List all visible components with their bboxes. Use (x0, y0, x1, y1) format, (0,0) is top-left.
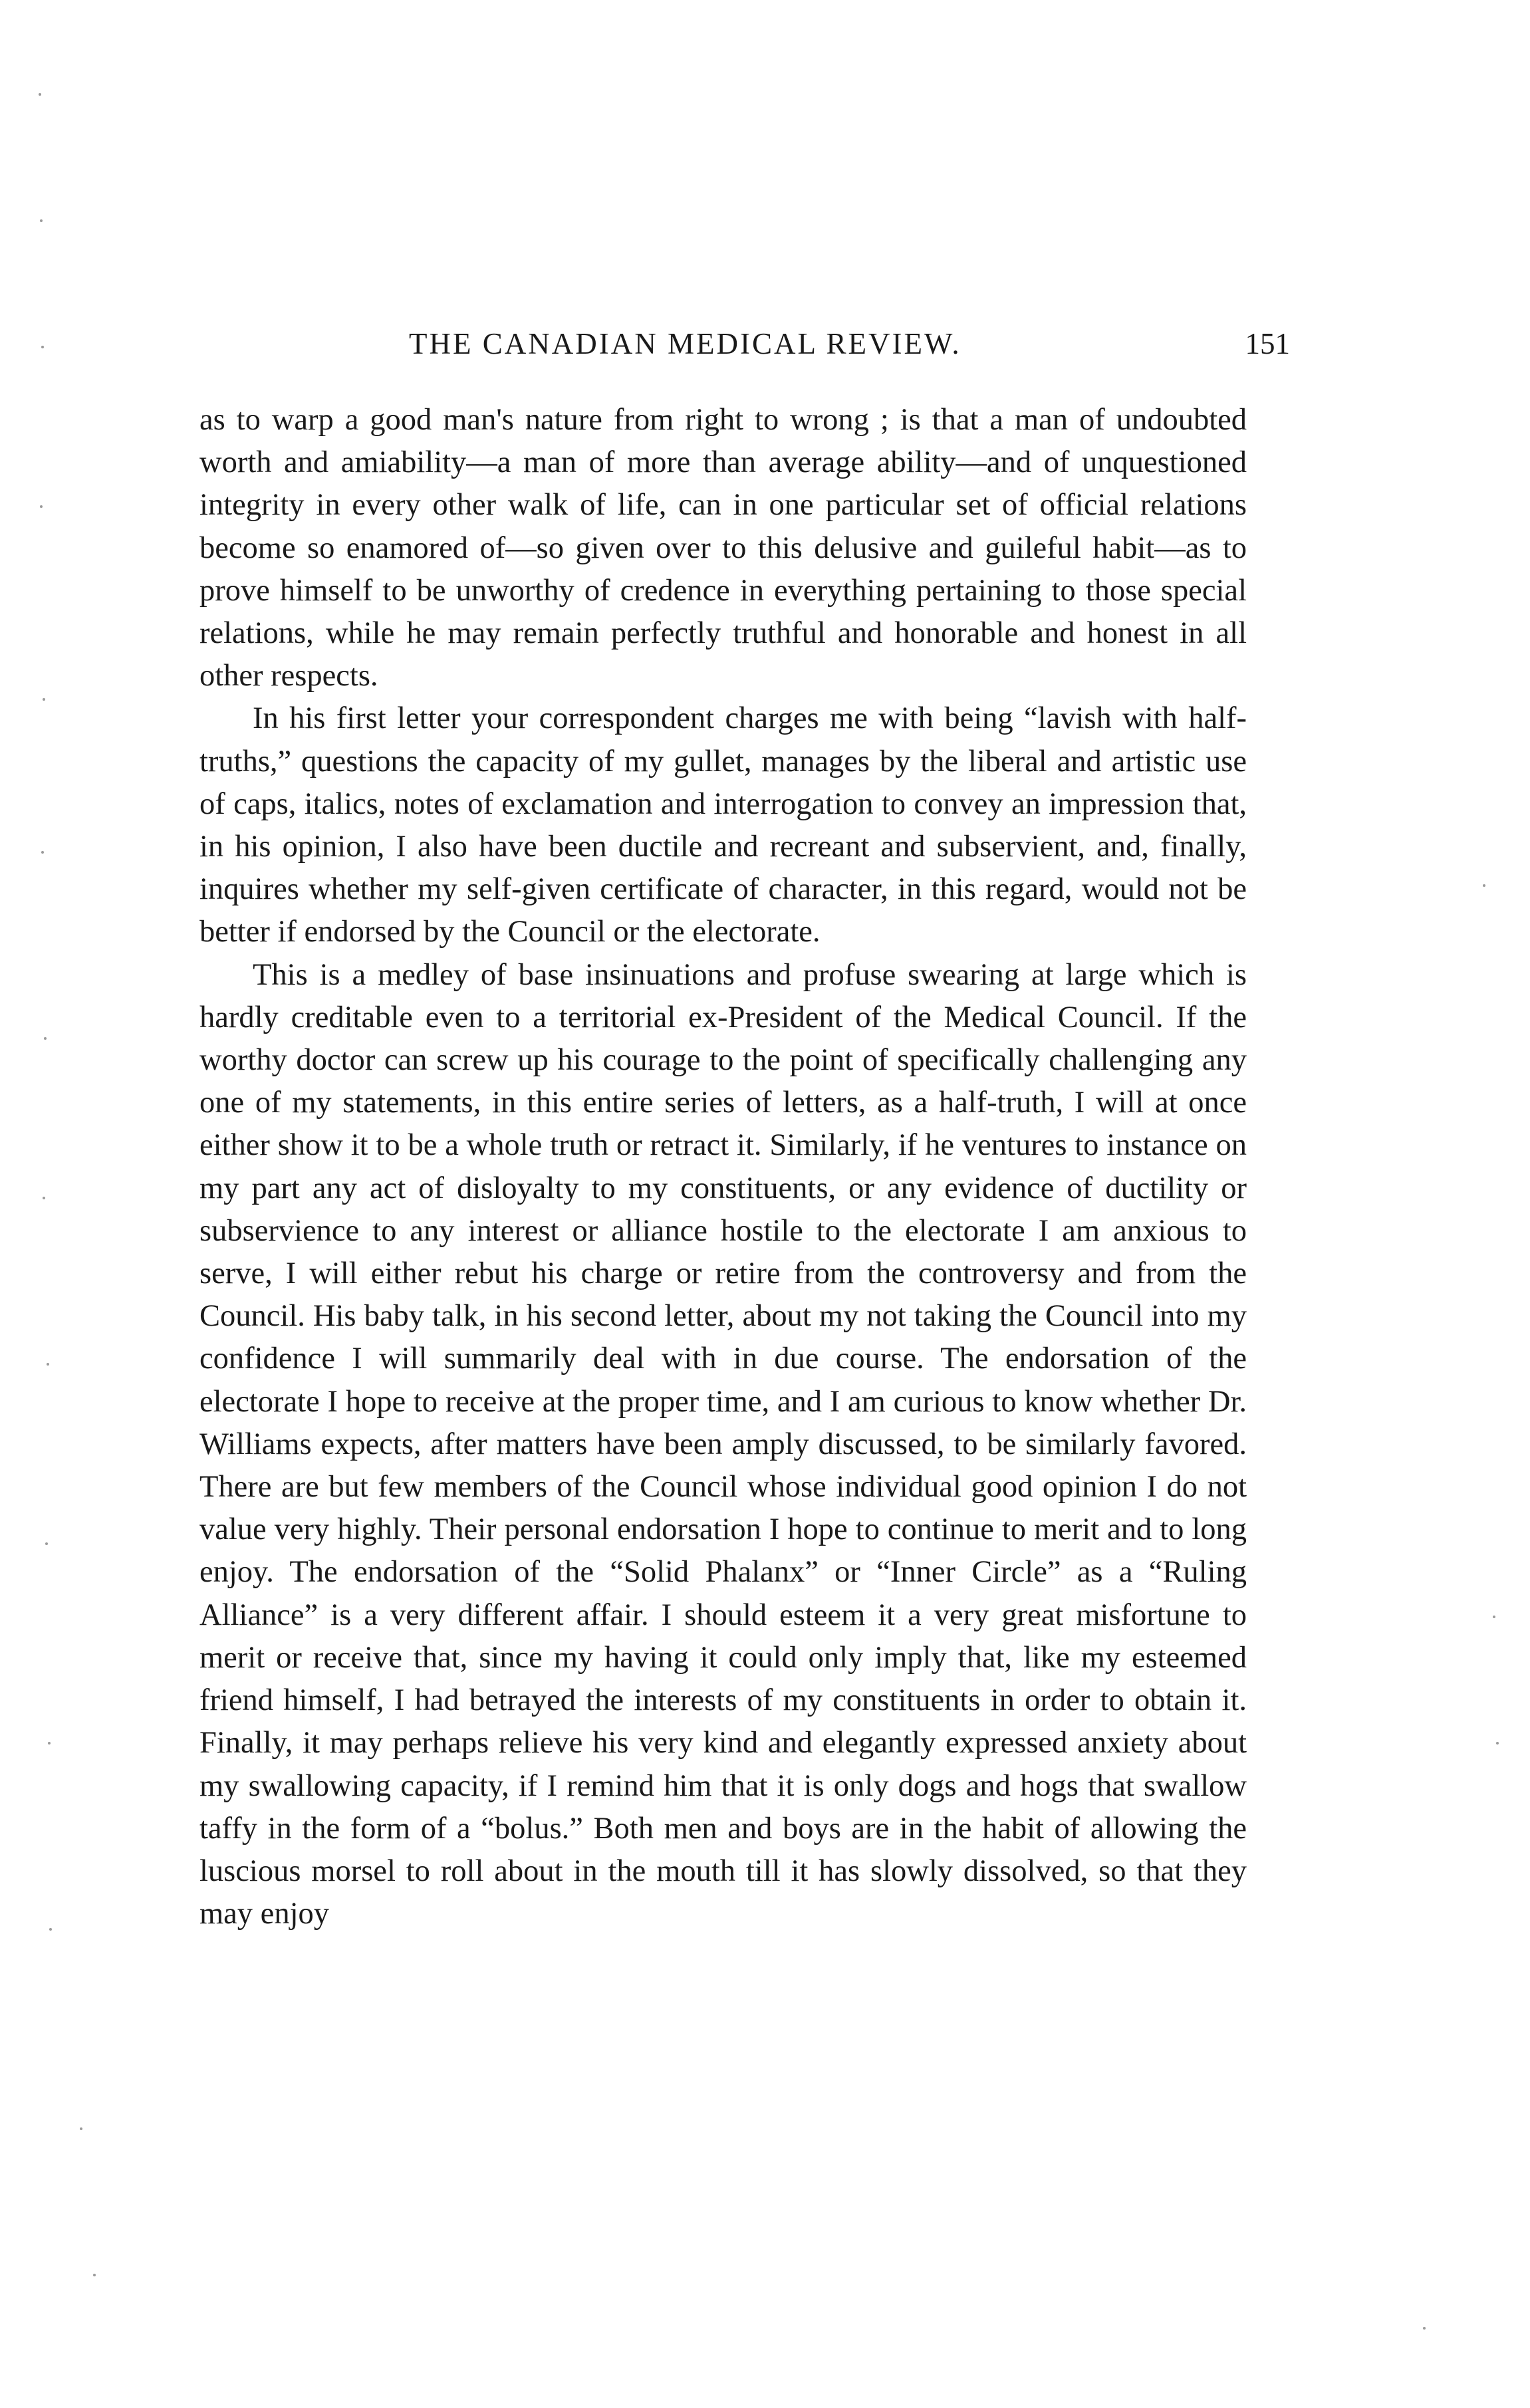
scan-speck (80, 2127, 82, 2130)
body-text (199, 399, 1247, 1935)
scan-speck (1423, 2327, 1426, 2330)
scan-speck (41, 851, 44, 854)
scan-speck (1483, 884, 1485, 887)
scan-speck (48, 1742, 51, 1745)
scan-speck (40, 219, 43, 222)
scan-speck (44, 1037, 47, 1040)
scan-speck (41, 346, 44, 348)
paragraph-first-letter: In his first letter your correspondent charges me with being “lavish with half-truths,” questions the capacity of my gullet, manages by the liberal and artistic use of caps, italics, notes of exclamation and interrogation to convey an impression that, in his opinion, I also have been ductile and recreant and subservient, and, finally, inquires whether my self-given certificate of character, in this regard, would not be better if endorsed by the Council or the electorate. (199, 701, 1247, 949)
page-header (199, 320, 1290, 367)
scan-speck (93, 2274, 96, 2276)
scan-speck (39, 93, 41, 96)
paragraph-continuation: as to warp a good man's nature from right to wrong ; is that a man of undoubted worth and amiability—a man of more than average ability—and of unquestioned integrity in every other walk of life, can in one particular set of official relations become so enamored of—so given over to this delusive and guileful habit—as to prove himself to be unworthy of credence in everything pertaining to those special relations, while he may remain perfectly truthful and honorable and honest in all other respects. (199, 403, 1247, 693)
scan-speck (1493, 1616, 1495, 1618)
scan-speck (43, 698, 45, 701)
page-number: 151 (1245, 327, 1290, 360)
running-head: THE CANADIAN MEDICAL REVIEW. (409, 327, 961, 360)
scan-speck (40, 505, 43, 508)
scan-speck (49, 1928, 52, 1931)
scan-speck (1496, 1742, 1499, 1745)
scan-speck (45, 1542, 48, 1545)
scan-speck (43, 1197, 45, 1199)
scan-speck (47, 1363, 49, 1366)
paragraph-medley: This is a medley of base insinuations and profuse swearing at large which is hardly creditable even to a territorial ex-President of the Medical Council. If the worthy doctor can screw up his courage to the point of specifically challenging any one of my statements, in this entire series of letters, as a half-truth, I will at once either show it to be a whole truth or retract it. Similarly, if he ventures to instance on my part any act of disloyalty to my constituents, or any evidence of ductility or subservience to any interest or alliance hostile to the electorate I am anxious to serve, I will either rebut his charge or retire from the controversy and from the Council. His baby talk, in his second letter, about my not taking the Council into my confidence I will summarily deal with in due course. The endorsation of the electorate I hope to receive at the proper time, and I am curious to know whether Dr. Williams expects, after matters have been amply discussed, to be similarly favored. There are but few members of the Council whose individual good opinion I do not value very highly. Their personal endorsation I hope to continue to merit and to long enjoy. The endorsation of the “Solid Phalanx” or “Inner Circle” as a “Ruling Alliance” is a very different affair. I should esteem it a very great misfortune to merit or receive that, since my having it could only imply that, like my esteemed friend himself, I had betrayed the interests of my constituents in order to obtain it. Finally, it may perhaps relieve his very kind and elegantly expressed anxiety about my swallowing capacity, if I remind him that it is only dogs and hogs that swallow taffy in the form of a “bolus.” Both men and boys are in the habit of allowing the luscious morsel to roll about in the mouth till it has slowly dissolved, so that they may enjoy (199, 957, 1247, 1931)
